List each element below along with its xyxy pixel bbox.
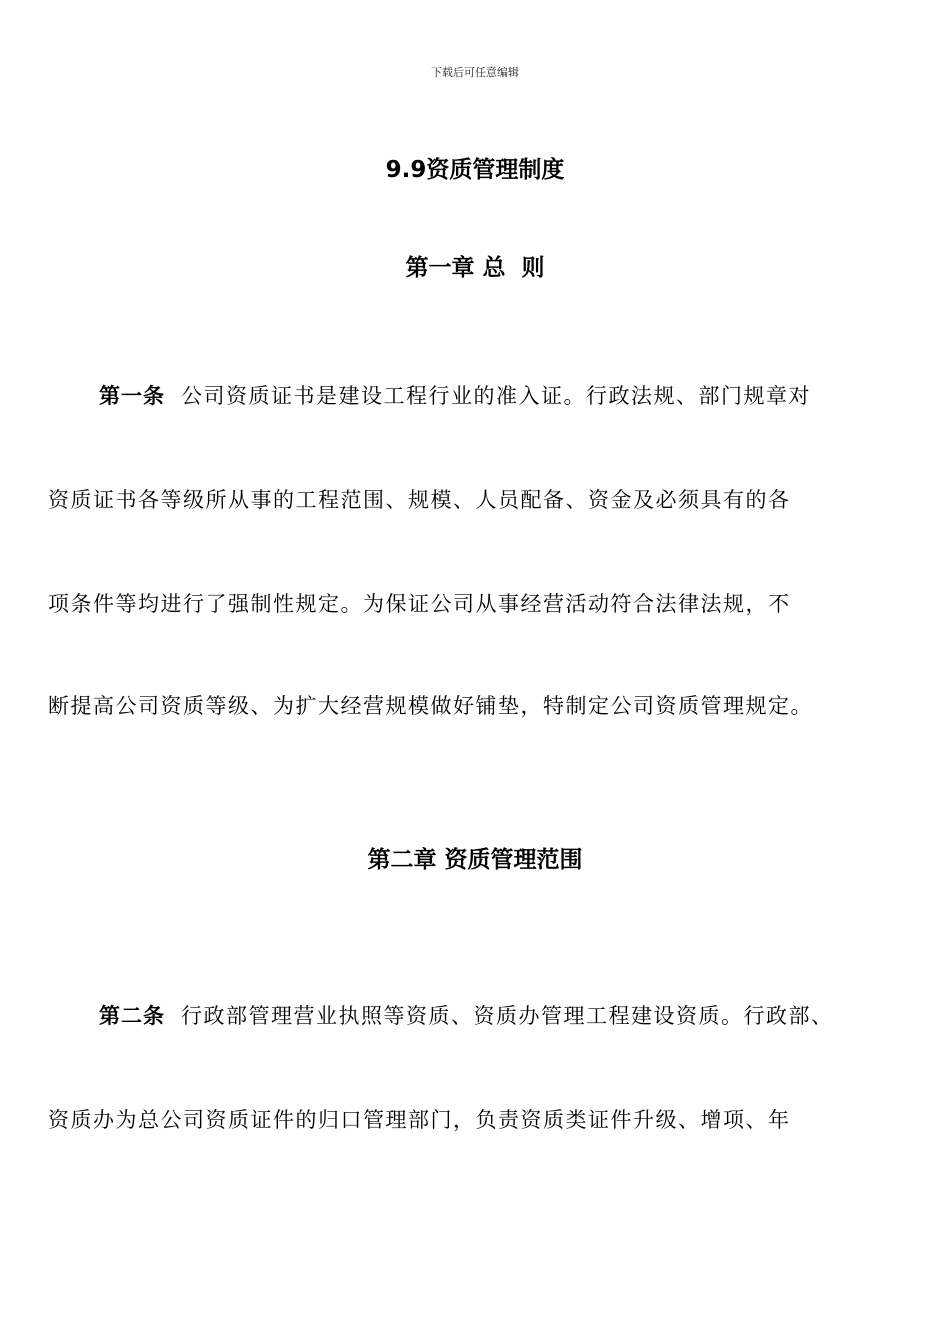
chapter-1-heading: 第一章 总 则 bbox=[405, 255, 545, 281]
article-1-text-1: 公司资质证书是建设工程行业的准入证。行政法规、部门规章对 bbox=[181, 384, 811, 408]
article-2-line-1 bbox=[99, 1000, 904, 1032]
article-1-line-1 bbox=[99, 380, 904, 412]
article-1-line-2: 资质证书各等级所从事的工程范围、规模、人员配备、资金及必须具有的各 bbox=[48, 488, 791, 512]
article-1-lead: 第一条 bbox=[99, 384, 165, 408]
article-2-lead: 第二条 bbox=[99, 1004, 165, 1028]
article-2-line-2: 资质办为总公司资质证件的归口管理部门，负责资质类证件升级、增项、年 bbox=[48, 1108, 791, 1132]
article-2-text-1: 行政部管理营业执照等资质、资质办管理工程建设资质。行政部、 bbox=[181, 1004, 834, 1028]
article-1-line-4: 断提高公司资质等级、为扩大经营规模做好铺垫，特制定公司资质管理规定。 bbox=[48, 694, 813, 718]
document-title: 9.9资质管理制度 bbox=[385, 157, 565, 183]
article-1-line-3: 项条件等均进行了强制性规定。为保证公司从事经营活动符合法律法规，不 bbox=[48, 592, 791, 616]
chapter-2-heading: 第二章 资质管理范围 bbox=[367, 847, 583, 873]
page-header-note: 下载后可任意编辑 bbox=[431, 66, 519, 79]
